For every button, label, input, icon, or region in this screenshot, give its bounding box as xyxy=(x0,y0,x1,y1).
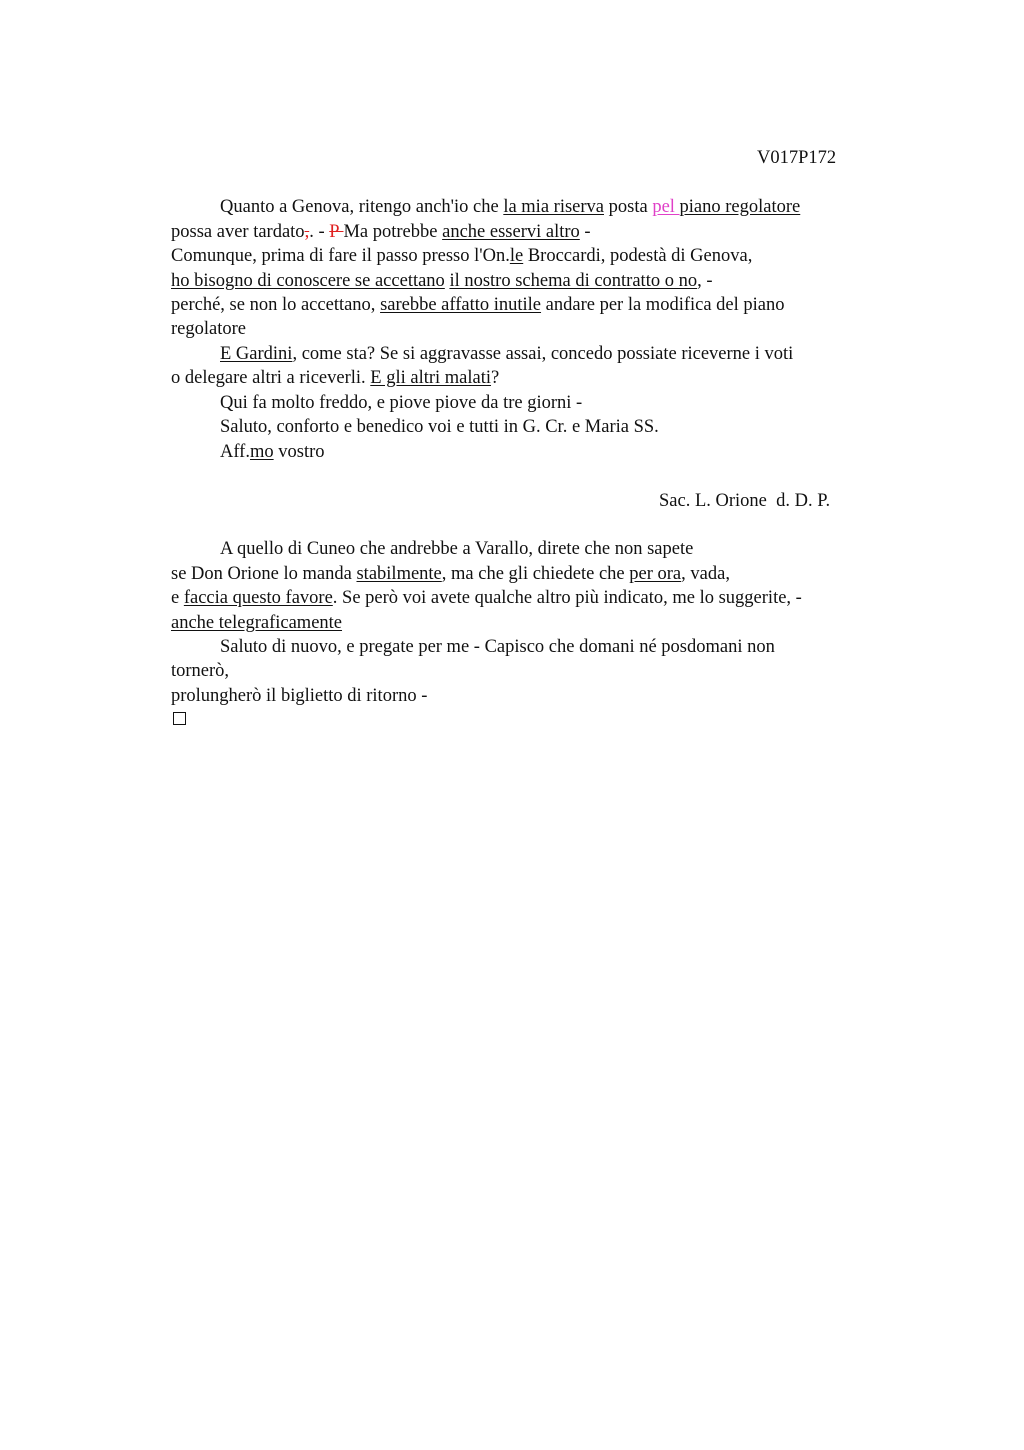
text-line xyxy=(171,246,752,267)
text-line xyxy=(171,222,591,243)
text: se Don Orione lo manda xyxy=(171,564,357,584)
deleted-text: P xyxy=(329,222,344,242)
text-line xyxy=(171,613,342,634)
text-line: Saluto, conforto e benedico voi e tutti in G. Cr. e Maria SS. xyxy=(220,417,659,437)
text-line: Saluto di nuovo, e pregate per me - Capisco che domani né posdomani non xyxy=(220,637,775,657)
text-line xyxy=(171,368,499,389)
text-line: A quello di Cuneo che andrebbe a Varallo, direte che non sapete xyxy=(220,539,694,559)
text: possa aver tardato xyxy=(171,222,305,242)
underlined-text: ho bisogno di conoscere se accettano xyxy=(171,271,445,291)
underlined-text: E gli altri malati xyxy=(370,368,492,388)
underlined-text: il nostro schema di contratto o no xyxy=(449,271,698,291)
text: , vada, xyxy=(681,564,730,584)
text: Ma potrebbe xyxy=(343,222,443,242)
text: , come sta? Se si aggravasse assai, concedo possiate riceverne i voti xyxy=(292,344,794,364)
text-line: regolatore xyxy=(171,319,246,339)
text-line: prolungherò il biglietto di ritorno - xyxy=(171,686,428,706)
text-line xyxy=(220,197,800,218)
text: vostro xyxy=(273,442,325,462)
underlined-text: anche esservi altro xyxy=(442,222,580,242)
checkbox-square-icon xyxy=(173,712,186,725)
text-line xyxy=(171,588,802,609)
text: - xyxy=(579,222,591,242)
text: Aff. xyxy=(220,442,250,462)
text: Comunque, prima di fare il passo presso l'On. xyxy=(171,246,510,266)
text: o delegare altri a riceverli. xyxy=(171,368,371,388)
text-line xyxy=(171,295,785,316)
underlined-text: piano regolatore xyxy=(679,197,801,217)
text: ? xyxy=(491,368,500,388)
text: . Se però voi avete qualche altro più indicato, me lo suggerite, - xyxy=(332,588,802,608)
text-line xyxy=(220,344,793,365)
text-line xyxy=(171,564,730,585)
deleted-text: , xyxy=(304,222,310,242)
inserted-text: pel xyxy=(652,197,680,217)
text: andare per la modifica del piano xyxy=(541,295,785,315)
underlined-text: faccia questo favore xyxy=(183,588,333,608)
text: . - xyxy=(309,222,330,242)
text: , - xyxy=(697,271,713,291)
underlined-text: stabilmente xyxy=(356,564,442,584)
closing-line xyxy=(220,442,325,463)
text: e xyxy=(171,588,184,608)
text: perché, se non lo accettano, xyxy=(171,295,381,315)
signature: Sac. L. Orione d. D. P. xyxy=(659,491,831,511)
text: , ma che gli chiedete che xyxy=(441,564,630,584)
underlined-text: E Gardini xyxy=(220,344,293,364)
text: Broccardi, podestà di Genova, xyxy=(523,246,753,266)
text-line xyxy=(171,271,713,292)
text: posta xyxy=(604,197,653,217)
text-line: tornerò, xyxy=(171,661,230,681)
text-line: Qui fa molto freddo, e piove piove da tre giorni - xyxy=(220,393,583,413)
underlined-text: la mia riserva xyxy=(503,197,604,217)
text: Quanto a Genova, ritengo anch'io che xyxy=(220,197,504,217)
underlined-text: mo xyxy=(249,442,274,462)
underlined-text: per ora xyxy=(629,564,682,584)
underlined-text: le xyxy=(509,246,524,266)
document-id: V017P172 xyxy=(757,148,837,168)
underlined-text: anche telegraficamente xyxy=(171,613,343,633)
underlined-text: sarebbe affatto inutile xyxy=(380,295,542,315)
